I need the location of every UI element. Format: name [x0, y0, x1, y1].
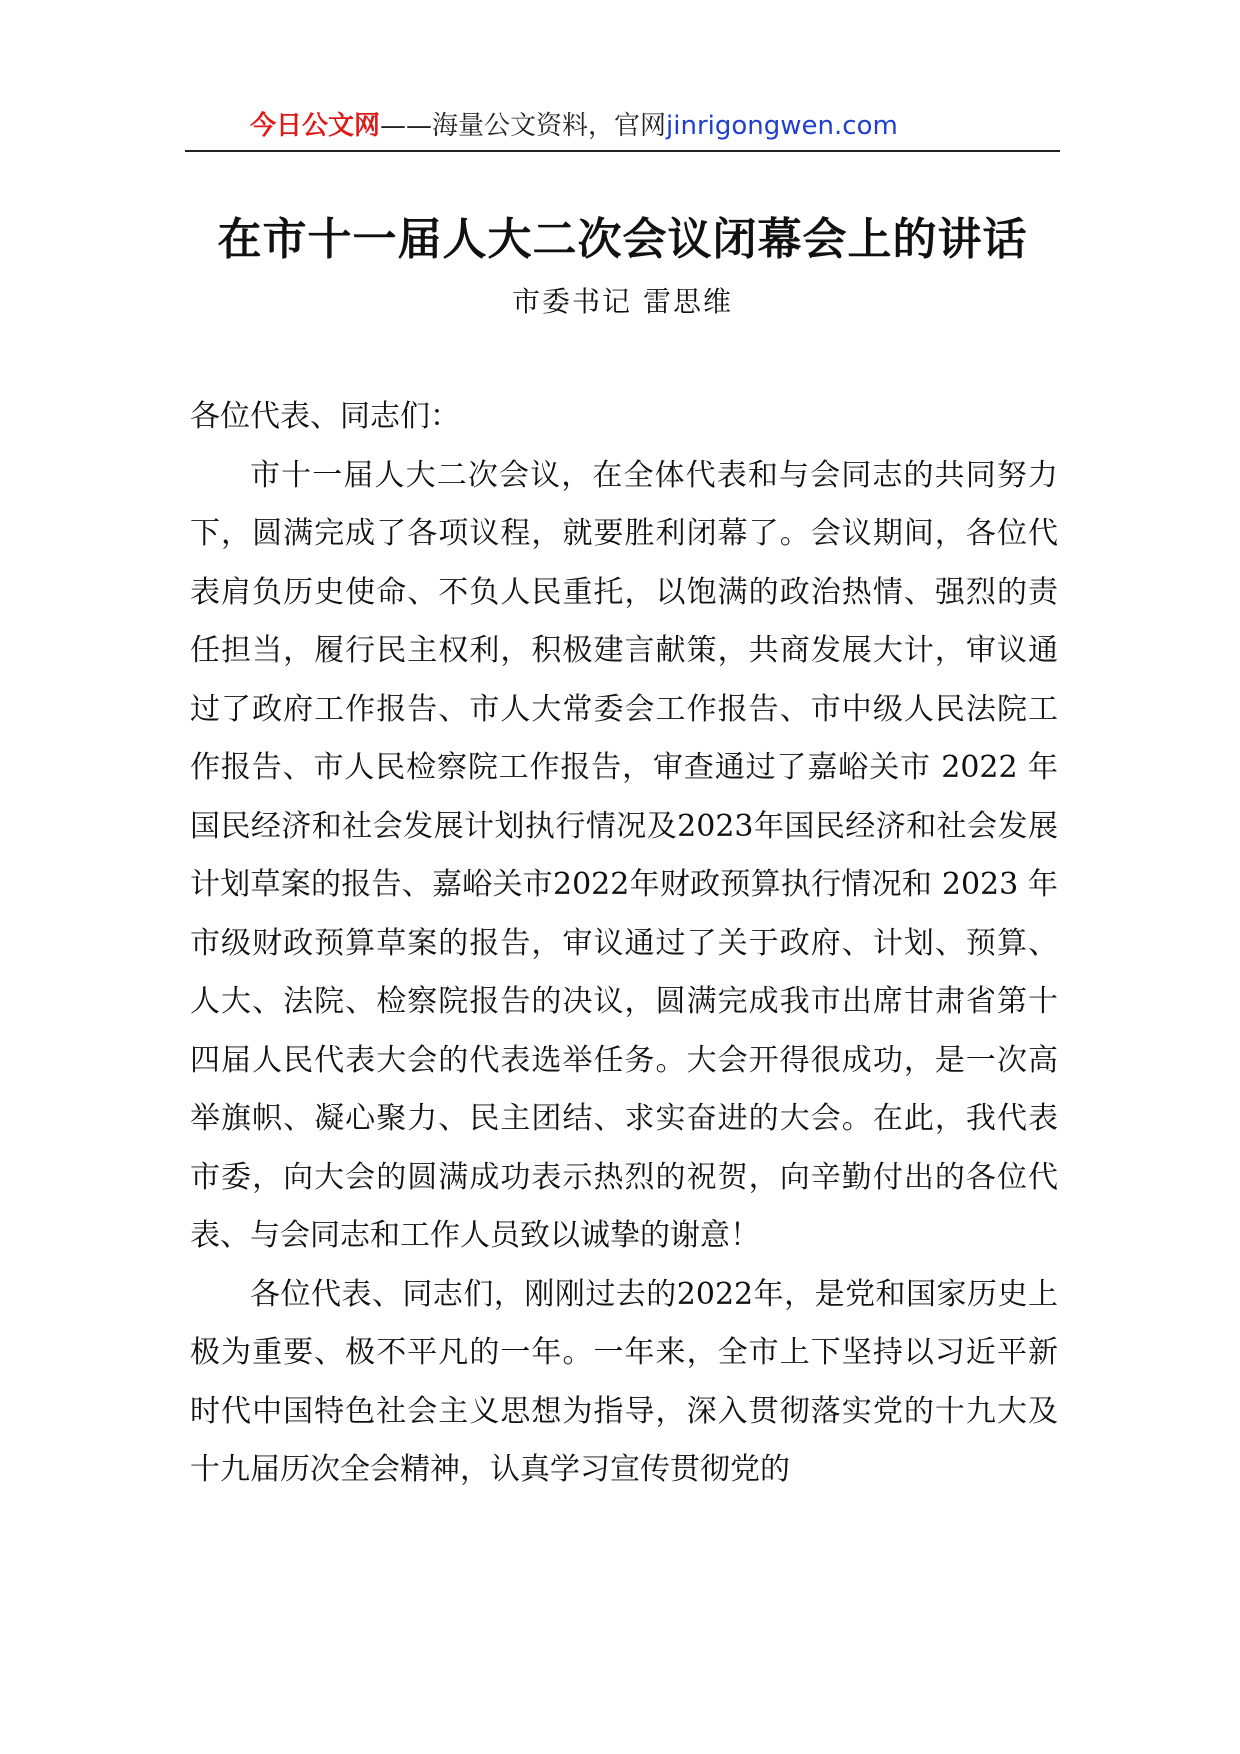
brand-name: 今日公文网	[250, 111, 381, 141]
page-header	[185, 100, 1060, 152]
body-paragraph: 各位代表、同志们，刚刚过去的2022年，是党和国家历史上极为重要、极不平凡的一年。一年来，全市上下坚持以习近平新时代中国特色社会主义思想为指导，深入贯彻落实党的十九大及十九届历次全会精神，认真学习宣传贯彻党的	[190, 1276, 1058, 1487]
header-description: ——海量公文资料，官网	[380, 111, 667, 141]
body-paragraph: 市十一届人大二次会议，在全体代表和与会同志的共同努力下，圆满完成了各项议程，就要胜利闭幕了。会议期间，各位代表肩负历史使命、不负人民重托，以饱满的政治热情、强烈的责任担当，履行民主权利，积极建言献策，共商发展大计，审议通过了政府工作报告、市人大常委会工作报告、市中级人民法院工作报告、市人民检察院工作报告，审查通过了嘉峪关市 2022 年国民经济和社会发展计划执行情况及2023年国民经济和社会发展计划草案的报告、嘉峪关市2022年财政预算执行情况和 2023 年市级财政预算草案的报告，审议通过了关于政府、计划、预算、人大、法院、检察院报告的决议，圆满完成我市出席甘肃省第十四届人民代表大会的代表选举任务。大会开得很成功，是一次高举旗帜、凝心聚力、民主团结、求实奋进的大会。在此，我代表市委，向大会的圆满成功表示热烈的祝贺，向辛勤付出的各位代表、与会同志和工作人员致以诚挚的谢意！	[190, 457, 1058, 1253]
document-title: 在市十一届人大二次会议闭幕会上的讲话	[217, 214, 1028, 265]
website-link[interactable]: jinrigongwen.com	[666, 111, 898, 141]
header-line	[250, 110, 898, 142]
document-body	[190, 388, 1058, 1500]
author-byline: 市委书记 雷思维	[512, 285, 733, 318]
salutation: 各位代表、同志们：	[190, 399, 460, 434]
